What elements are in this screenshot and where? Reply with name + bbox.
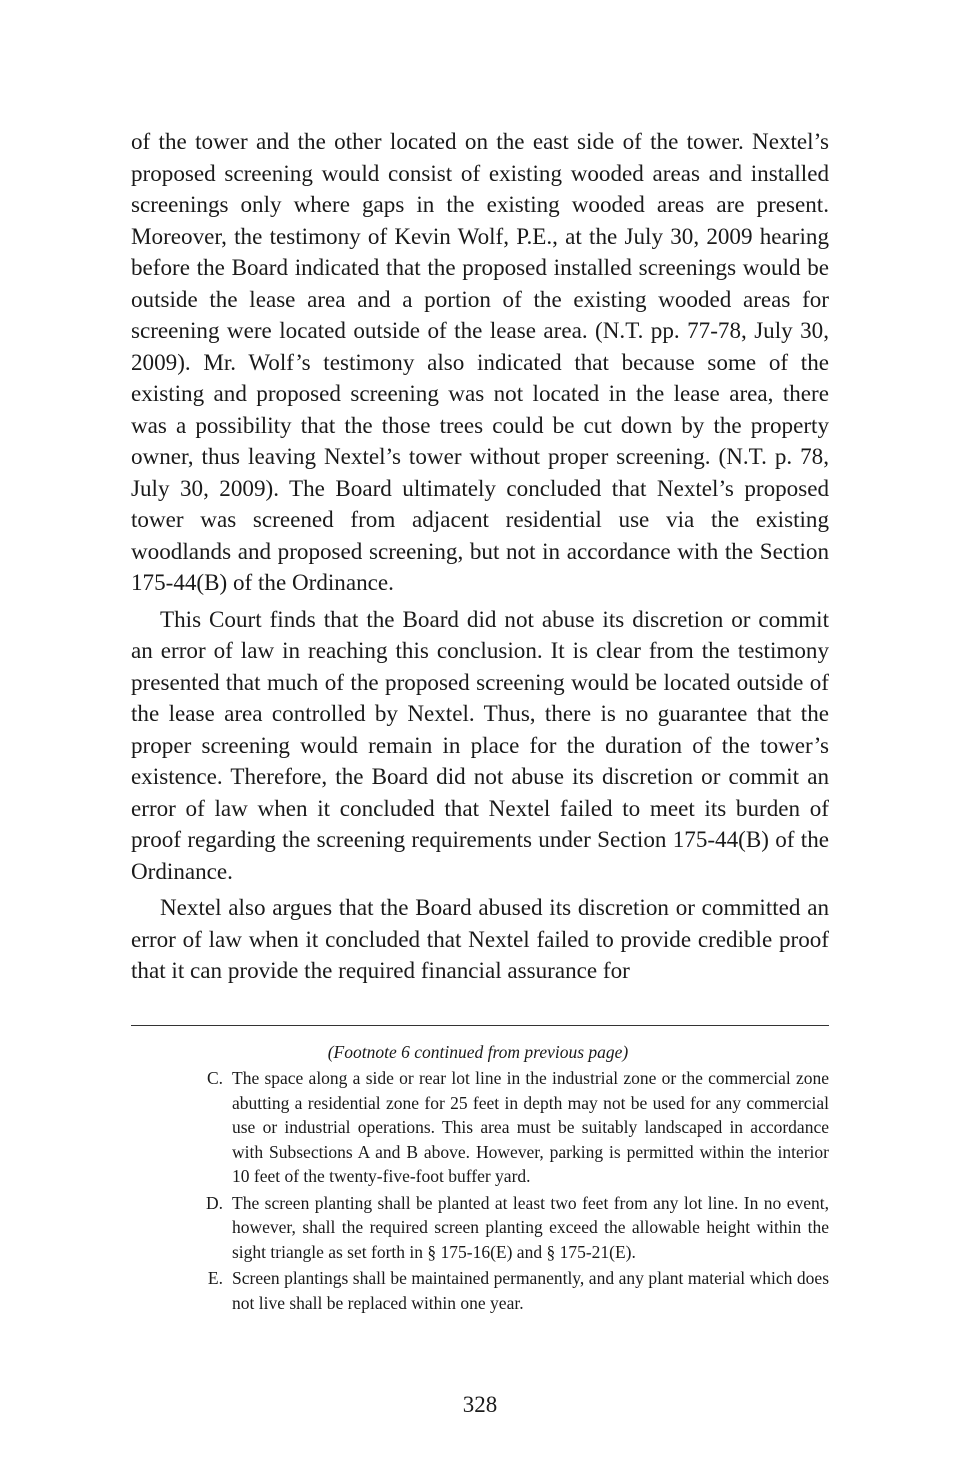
page-number: 328 [462, 1392, 498, 1417]
body-paragraph-1: of the tower and the other located on the east side of the tower. Nextel’s proposed screening would consist of existing wooded areas and installed screenings only where gaps in the existing wooded areas are present. Moreover, the testimony of Kevin Wolf, P.E., at the July 30, 2009 hearing before the Board indicated that the proposed installed screenings would be outside the lease area and a portion of the existing wooded areas for screening were located outside of the lease area. (N.T. pp. 77-78, July 30, 2009). Mr. Wolf’s testimony also indicated that because some of the existing and proposed screening was not located in the lease area, there was a possibility that the those trees could be cut down by the property owner, thus leaving Nextel’s tower without proper screening. (N.T. p. 78, July 30, 2009). The Board ultimately concluded that Nextel’s proposed tower was screened from adjacent residential use via the existing woodlands and proposed screening, but not in accordance with the Section 175-44(B) of the Ordinance. [131, 128, 829, 595]
body-paragraph-3: Nextel also argues that the Board abused its discretion or committed an error of law when it concluded that Nextel failed to provide credible proof that it can provide the required financial assurance for [131, 894, 829, 983]
footnote-item-text: Screen plantings shall be maintained permanently, and any plant material which does not live shall be replaced within one year. [232, 1268, 829, 1313]
main-text [131, 126, 829, 992]
footnote-item-letter: E. [207, 1268, 223, 1288]
footnote-divider [131, 1025, 829, 1026]
footnote-item-letter: D. [205, 1192, 223, 1213]
footnote-item [131, 1066, 829, 1189]
footnote-item-text: The space along a side or rear lot line in the industrial zone or the commercial zone abutting a residential zone for 25 feet in depth may not be used for any commercial use or industrial operations. This area must be suitably landscaped in accordance with Subsections A and B above. However, parking is permitted within the interior 10 feet of the twenty-five-foot buffer yard. [232, 1068, 829, 1186]
footnote-continued-label: (Footnote 6 continued from previous page) [327, 1042, 629, 1062]
footnote-section [131, 1040, 829, 1317]
footnote-item-text: The screen planting shall be planted at least two feet from any lot line. In no event, however, shall the required screen planting exceed the allowable height within the sight triangle as set forth in § 175-16(E) and § 175-21(E). [232, 1192, 829, 1262]
body-paragraph-2: This Court finds that the Board did not abuse its discretion or commit an error of law in reaching this conclusion. It is clear from the testimony presented that much of the proposed screening would be located outside of the lease area controlled by Nextel. Thus, there is no guarantee that the proper screening would remain in place for the duration of the tower’s existence. Therefore, the Board did not abuse its discretion or commit an error of law when it concluded that Nextel failed to meet its burden of proof regarding the screening requirements under Section 175-44(B) of the Ordinance. [131, 605, 829, 884]
footnote-item [131, 1191, 829, 1265]
footnote-item-letter: C. [206, 1068, 223, 1088]
footnote-item [131, 1266, 829, 1315]
